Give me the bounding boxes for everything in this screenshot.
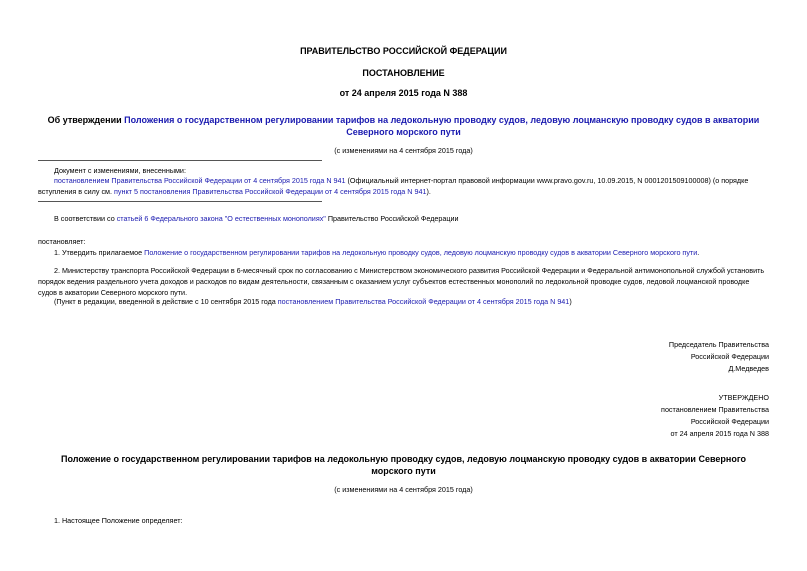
changes-link-941[interactable]: постановлением Правительства Российской Федерации от 4 сентября 2015 года N 941 xyxy=(54,176,346,185)
preamble: В соответствии со статьей 6 Федерального закона "О естественных монополиях" Правительство Российской Федерации xyxy=(54,214,459,223)
resolves-label: постановляет: xyxy=(38,237,86,246)
approved-federation: Российской Федерации xyxy=(690,417,769,426)
changes-link-point5[interactable]: пункт 5 постановления Правительства Российской Федерации от 4 сентября 2015 года N 941 xyxy=(114,187,427,196)
item-2: 2. Министерству транспорта Российской Федерации в 6-месячный срок по согласованию с Министерством экономического развития Российской Федерации и Федеральной антимонопольной службой установить порядок ведения раздельного учета доходов и расходов по видам деятельности, связанным с оказанием услуг субъектов естественных монополий по ледокольной проводке судов, ледовой лоцманской проводке судов в акватории Северного морского пути. xyxy=(38,266,765,297)
approved-block xyxy=(661,392,769,440)
signature-block xyxy=(669,339,769,375)
document-type: ПОСТАНОВЛЕНИЕ xyxy=(362,68,445,78)
signature-federation: Российской Федерации xyxy=(690,352,769,361)
item-2-edit-note: (Пункт в редакции, введенной в действие с 10 сентября 2015 года постановлением Правительства Российской Федерации от 4 сентября 2015 года N 941) xyxy=(54,297,572,306)
approved-by: постановлением Правительства xyxy=(661,405,769,414)
document-title xyxy=(40,114,767,138)
approved-date: от 24 апреля 2015 года N 388 xyxy=(670,429,769,438)
changes-text: постановлением Правительства Российской Федерации от 4 сентября 2015 года N 941 (Официальный интернет-портал правовой информации www.pravo.gov.ru, 10.09.2015, N 0001201509100008) (о порядке вступления в силу см. пункт 5 постановления Правительства Российской Федерации от 4 сентября 2015 года N 941). xyxy=(38,176,749,196)
regulation-amendment-note: (с изменениями на 4 сентября 2015 года) xyxy=(334,485,473,494)
regulation-title: Положение о государственном регулировании тарифов на ледокольную проводку судов, ледовую лоцманскую проводку судов в акватории Северного морского пути xyxy=(61,454,746,476)
title-regulation-link[interactable]: Положения о государственном регулировании тарифов на ледокольную проводку судов, ледовую лоцманскую проводку судов в акватории Северного морского пути xyxy=(124,115,760,137)
government-heading: ПРАВИТЕЛЬСТВО РОССИЙСКОЙ ФЕДЕРАЦИИ xyxy=(300,46,507,56)
document-date-number: от 24 апреля 2015 года N 388 xyxy=(339,88,468,98)
changes-heading: Документ с изменениями, внесенными: xyxy=(54,166,186,175)
approved-regulation-link[interactable]: Положение о государственном регулировании тарифов на ледокольную проводку судов, ледовую лоцманскую проводку судов в акватории Северного морского пути xyxy=(144,248,698,257)
regulation-item-1: 1. Настоящее Положение определяет: xyxy=(54,516,183,525)
changes-bottom-rule xyxy=(38,201,322,202)
item-1: 1. Утвердить прилагаемое Положение о государственном регулировании тарифов на ледокольную проводку судов, ледовую лоцманскую проводку судов в акватории Северного морского пути. xyxy=(54,248,700,257)
federal-law-link[interactable]: статьей 6 Федерального закона "О естественных монополиях" xyxy=(116,214,326,223)
approved-label: УТВЕРЖДЕНО xyxy=(718,393,769,402)
signature-position: Председатель Правительства xyxy=(668,340,769,349)
changes-top-rule xyxy=(38,160,322,161)
edit-note-link-941[interactable]: постановлением Правительства Российской Федерации от 4 сентября 2015 года N 941 xyxy=(277,297,570,306)
amendment-note: (с изменениями на 4 сентября 2015 года) xyxy=(334,146,473,155)
title-prefix: Об утверждении xyxy=(47,115,125,125)
signature-name: Д.Медведев xyxy=(728,364,769,373)
